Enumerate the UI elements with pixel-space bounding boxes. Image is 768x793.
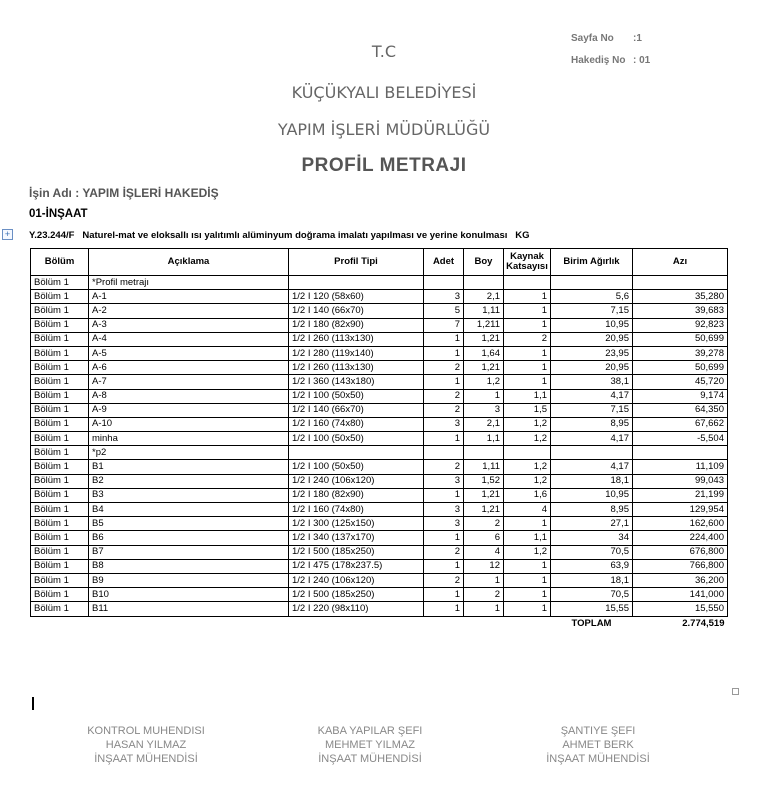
cell-bolum[interactable]: Bölüm 1: [31, 531, 89, 545]
hakedis-number-value: : 01: [633, 55, 651, 66]
table-row: [31, 403, 728, 417]
cell-azi[interactable]: 141,000: [633, 588, 728, 602]
col-header-profil-tipi: Profil Tipi: [289, 249, 424, 276]
cell-adet[interactable]: 1: [424, 375, 464, 389]
cell-adet[interactable]: 2: [424, 573, 464, 587]
cell-kaynak-katsayisi[interactable]: 1,1: [504, 389, 551, 403]
cell-bolum[interactable]: Bölüm 1: [31, 503, 89, 517]
cell-adet[interactable]: 1: [424, 588, 464, 602]
cell-profil-tipi[interactable]: 1/2 I 180 (82x90): [289, 488, 424, 502]
cell-azi[interactable]: 67,662: [633, 417, 728, 431]
cell-boy[interactable]: 1,2: [464, 375, 504, 389]
table-resize-handle-icon[interactable]: [732, 688, 739, 695]
cell-aciklama[interactable]: A-7: [89, 375, 289, 389]
table-move-handle-icon[interactable]: +: [2, 229, 13, 240]
cell-birim-agirlik[interactable]: 18,1: [551, 573, 633, 587]
cell-adet[interactable]: 3: [424, 474, 464, 488]
signature-role: İNŞAAT MÜHENDİSİ: [94, 753, 198, 765]
cell-boy[interactable]: 1,11: [464, 304, 504, 318]
cell-boy[interactable]: 1: [464, 389, 504, 403]
cell-profil-tipi[interactable]: 1/2 I 100 (50x50): [289, 389, 424, 403]
col-header-boy: Boy: [464, 249, 504, 276]
cell-aciklama[interactable]: B4: [89, 503, 289, 517]
cell-boy[interactable]: 1,64: [464, 346, 504, 360]
cell-azi[interactable]: [633, 276, 728, 290]
cell-azi[interactable]: 224,400: [633, 531, 728, 545]
cell-aciklama[interactable]: A-2: [89, 304, 289, 318]
cell-kaynak-katsayisi[interactable]: 1: [504, 346, 551, 360]
cell-birim-agirlik[interactable]: 5,6: [551, 290, 633, 304]
cell-aciklama[interactable]: A-1: [89, 290, 289, 304]
cell-aciklama[interactable]: B3: [89, 488, 289, 502]
cell-birim-agirlik[interactable]: 63,9: [551, 559, 633, 573]
table-row: [31, 531, 728, 545]
cell-bolum[interactable]: Bölüm 1: [31, 276, 89, 290]
cell-bolum[interactable]: Bölüm 1: [31, 573, 89, 587]
cell-azi[interactable]: 99,043: [633, 474, 728, 488]
item-description: Naturel-mat ve eloksallı ısı yalıtımlı alüminyum doğrama imalatı yapılması ve yerine konulması: [82, 230, 508, 241]
cell-adet[interactable]: 5: [424, 304, 464, 318]
cell-aciklama[interactable]: B11: [89, 602, 289, 616]
cell-birim-agirlik[interactable]: 70,5: [551, 588, 633, 602]
cell-bolum[interactable]: Bölüm 1: [31, 318, 89, 332]
cell-boy[interactable]: [464, 276, 504, 290]
cell-aciklama[interactable]: B6: [89, 531, 289, 545]
cell-aciklama[interactable]: B10: [89, 588, 289, 602]
cell-profil-tipi[interactable]: 1/2 I 260 (113x130): [289, 361, 424, 375]
cell-boy[interactable]: 1,52: [464, 474, 504, 488]
cell-birim-agirlik[interactable]: 20,95: [551, 361, 633, 375]
item-line: [29, 230, 530, 241]
table-row: [31, 276, 728, 290]
cell-adet[interactable]: 7: [424, 318, 464, 332]
table-row: [31, 573, 728, 587]
cell-azi[interactable]: 64,350: [633, 403, 728, 417]
cell-kaynak-katsayisi[interactable]: [504, 446, 551, 460]
cell-kaynak-katsayisi[interactable]: [504, 276, 551, 290]
cell-adet[interactable]: 1: [424, 432, 464, 446]
total-row: [31, 616, 728, 631]
cell-aciklama[interactable]: A-6: [89, 361, 289, 375]
cell-profil-tipi[interactable]: 1/2 I 360 (143x180): [289, 375, 424, 389]
cell-azi[interactable]: -5,504: [633, 432, 728, 446]
cell-profil-tipi[interactable]: 1/2 I 300 (125x150): [289, 517, 424, 531]
cell-adet[interactable]: [424, 446, 464, 460]
cell-boy[interactable]: 6: [464, 531, 504, 545]
cell-kaynak-katsayisi[interactable]: 1,1: [504, 531, 551, 545]
cell-azi[interactable]: 92,823: [633, 318, 728, 332]
cell-birim-agirlik[interactable]: [551, 276, 633, 290]
cell-kaynak-katsayisi[interactable]: 1,2: [504, 432, 551, 446]
cell-profil-tipi[interactable]: 1/2 I 500 (185x250): [289, 588, 424, 602]
cell-profil-tipi[interactable]: 1/2 I 120 (58x60): [289, 290, 424, 304]
cell-bolum[interactable]: Bölüm 1: [31, 304, 89, 318]
cell-adet[interactable]: [424, 276, 464, 290]
cell-kaynak-katsayisi[interactable]: 1: [504, 318, 551, 332]
cell-kaynak-katsayisi[interactable]: 1: [504, 517, 551, 531]
cell-aciklama[interactable]: B9: [89, 573, 289, 587]
cell-aciklama[interactable]: A-9: [89, 403, 289, 417]
cell-adet[interactable]: 3: [424, 517, 464, 531]
cell-boy[interactable]: [464, 446, 504, 460]
cell-profil-tipi[interactable]: 1/2 I 100 (50x50): [289, 432, 424, 446]
cell-kaynak-katsayisi[interactable]: 1: [504, 375, 551, 389]
cell-aciklama[interactable]: minha: [89, 432, 289, 446]
cell-birim-agirlik[interactable]: 8,95: [551, 417, 633, 431]
cell-boy[interactable]: 12: [464, 559, 504, 573]
cell-profil-tipi[interactable]: 1/2 I 240 (106x120): [289, 573, 424, 587]
cell-profil-tipi[interactable]: 1/2 I 180 (82x90): [289, 318, 424, 332]
cell-boy[interactable]: 1,1: [464, 432, 504, 446]
cell-birim-agirlik[interactable]: 7,15: [551, 403, 633, 417]
cell-azi[interactable]: 35,280: [633, 290, 728, 304]
cell-aciklama[interactable]: B7: [89, 545, 289, 559]
signature-title: KABA YAPILAR ŞEFI: [317, 725, 423, 737]
signature-block-3: [498, 724, 698, 766]
cell-birim-agirlik[interactable]: 15,55: [551, 602, 633, 616]
cell-boy[interactable]: 3: [464, 403, 504, 417]
signature-block-2: [270, 724, 470, 766]
cell-adet[interactable]: 1: [424, 559, 464, 573]
col-header-kaynak-katsayisi: Kaynak Katsayısı: [504, 249, 551, 276]
cell-bolum[interactable]: Bölüm 1: [31, 417, 89, 431]
cell-kaynak-katsayisi[interactable]: 1,2: [504, 474, 551, 488]
cell-kaynak-katsayisi[interactable]: 1,2: [504, 460, 551, 474]
cell-adet[interactable]: 2: [424, 403, 464, 417]
table-row: [31, 488, 728, 502]
cell-aciklama[interactable]: A-5: [89, 346, 289, 360]
table-row: [31, 474, 728, 488]
table-row: [31, 332, 728, 346]
job-name: İşin Adı : YAPIM İŞLERİ HAKEDİŞ: [29, 186, 219, 200]
cell-adet[interactable]: 3: [424, 503, 464, 517]
document-title: PROFİL METRAJI: [301, 155, 467, 176]
cell-birim-agirlik[interactable]: 23,95: [551, 346, 633, 360]
cell-boy[interactable]: 1: [464, 573, 504, 587]
cell-profil-tipi[interactable]: 1/2 I 100 (50x50): [289, 460, 424, 474]
table-row: [31, 559, 728, 573]
profile-metraj-table: [30, 248, 728, 631]
cell-bolum[interactable]: Bölüm 1: [31, 517, 89, 531]
signature-role: İNŞAAT MÜHENDİSİ: [546, 753, 650, 765]
cell-birim-agirlik[interactable]: [551, 446, 633, 460]
signature-role: İNŞAAT MÜHENDİSİ: [318, 753, 422, 765]
cell-adet[interactable]: 2: [424, 545, 464, 559]
cell-boy[interactable]: 2,1: [464, 417, 504, 431]
cell-adet[interactable]: 2: [424, 361, 464, 375]
cell-birim-agirlik[interactable]: 20,95: [551, 332, 633, 346]
cell-profil-tipi[interactable]: [289, 276, 424, 290]
cell-profil-tipi[interactable]: 1/2 I 260 (113x130): [289, 332, 424, 346]
cell-azi[interactable]: 45,720: [633, 375, 728, 389]
cell-profil-tipi[interactable]: 1/2 I 140 (66x70): [289, 304, 424, 318]
total-label: TOPLAM: [571, 617, 612, 629]
cell-birim-agirlik[interactable]: 70,5: [551, 545, 633, 559]
signature-name: HASAN YILMAZ: [105, 739, 187, 751]
cell-bolum[interactable]: Bölüm 1: [31, 460, 89, 474]
item-code: Y.23.244/F: [29, 230, 75, 241]
table-row: [31, 432, 728, 446]
cell-kaynak-katsayisi[interactable]: 1,6: [504, 488, 551, 502]
cell-bolum[interactable]: Bölüm 1: [31, 403, 89, 417]
signature-block-1: [46, 724, 246, 766]
cell-adet[interactable]: 1: [424, 602, 464, 616]
cell-profil-tipi[interactable]: 1/2 I 160 (74x80): [289, 417, 424, 431]
signature-name: MEHMET YILMAZ: [324, 739, 416, 751]
cell-birim-agirlik[interactable]: 4,17: [551, 389, 633, 403]
cell-azi[interactable]: 129,954: [633, 503, 728, 517]
cell-azi[interactable]: 21,199: [633, 488, 728, 502]
signature-name: AHMET BERK: [562, 739, 634, 751]
cell-azi[interactable]: 50,699: [633, 361, 728, 375]
cell-profil-tipi[interactable]: 1/2 I 500 (185x250): [289, 545, 424, 559]
cell-adet[interactable]: 1: [424, 531, 464, 545]
total-value: 2.774,519: [682, 617, 725, 629]
cell-birim-agirlik[interactable]: 4,17: [551, 460, 633, 474]
table-row: [31, 602, 728, 616]
cell-bolum[interactable]: Bölüm 1: [31, 332, 89, 346]
cell-aciklama[interactable]: B8: [89, 559, 289, 573]
cell-boy[interactable]: 1,21: [464, 488, 504, 502]
cell-adet[interactable]: 1: [424, 346, 464, 360]
cell-birim-agirlik[interactable]: 4,17: [551, 432, 633, 446]
cell-kaynak-katsayisi[interactable]: 1,2: [504, 417, 551, 431]
cell-bolum[interactable]: Bölüm 1: [31, 588, 89, 602]
cell-boy[interactable]: 1: [464, 602, 504, 616]
cell-azi[interactable]: [633, 446, 728, 460]
cell-kaynak-katsayisi[interactable]: 1: [504, 361, 551, 375]
cell-kaynak-katsayisi[interactable]: 1,5: [504, 403, 551, 417]
cell-birim-agirlik[interactable]: 34: [551, 531, 633, 545]
cell-birim-agirlik[interactable]: 10,95: [551, 488, 633, 502]
cell-kaynak-katsayisi[interactable]: 4: [504, 503, 551, 517]
item-unit: KG: [515, 230, 530, 241]
cell-kaynak-katsayisi[interactable]: 2: [504, 332, 551, 346]
cell-kaynak-katsayisi[interactable]: 1: [504, 602, 551, 616]
table-row: [31, 290, 728, 304]
cell-azi[interactable]: 15,550: [633, 602, 728, 616]
cell-azi[interactable]: 676,800: [633, 545, 728, 559]
cell-azi[interactable]: 50,699: [633, 332, 728, 346]
cell-profil-tipi[interactable]: 1/2 I 240 (106x120): [289, 474, 424, 488]
table-row: [31, 517, 728, 531]
cell-profil-tipi[interactable]: [289, 446, 424, 460]
text-cursor: [32, 697, 34, 710]
cell-kaynak-katsayisi[interactable]: 1: [504, 573, 551, 587]
table-row: [31, 346, 728, 360]
cell-adet[interactable]: 1: [424, 332, 464, 346]
col-header-azi: Azı: [633, 249, 728, 276]
cell-aciklama[interactable]: *Profil metrajı: [89, 276, 289, 290]
signature-title: ŞANTIYE ŞEFI: [560, 725, 636, 737]
cell-kaynak-katsayisi[interactable]: 1: [504, 304, 551, 318]
cell-azi[interactable]: 9,174: [633, 389, 728, 403]
cell-kaynak-katsayisi[interactable]: 1,2: [504, 545, 551, 559]
cell-adet[interactable]: 3: [424, 290, 464, 304]
cell-bolum[interactable]: Bölüm 1: [31, 559, 89, 573]
cell-boy[interactable]: 1,211: [464, 318, 504, 332]
table-row: [31, 375, 728, 389]
cell-aciklama[interactable]: A-8: [89, 389, 289, 403]
cell-aciklama[interactable]: *p2: [89, 446, 289, 460]
table-row: [31, 389, 728, 403]
cell-profil-tipi[interactable]: 1/2 I 140 (66x70): [289, 403, 424, 417]
page-number-label: Sayfa No: [571, 33, 614, 44]
cell-profil-tipi[interactable]: 1/2 I 475 (178x237.5): [289, 559, 424, 573]
col-header-adet: Adet: [424, 249, 464, 276]
cell-azi[interactable]: 39,683: [633, 304, 728, 318]
cell-boy[interactable]: 2: [464, 588, 504, 602]
cell-bolum[interactable]: Bölüm 1: [31, 488, 89, 502]
cell-boy[interactable]: 2: [464, 517, 504, 531]
table-row: [31, 318, 728, 332]
cell-azi[interactable]: 766,800: [633, 559, 728, 573]
cell-kaynak-katsayisi[interactable]: 1: [504, 559, 551, 573]
page-number-value: :1: [633, 33, 642, 44]
col-header-bolum: Bölüm: [31, 249, 89, 276]
cell-profil-tipi[interactable]: 1/2 I 280 (119x140): [289, 346, 424, 360]
cell-azi[interactable]: 162,600: [633, 517, 728, 531]
cell-bolum[interactable]: Bölüm 1: [31, 346, 89, 360]
hakedis-number-label: Hakediş No: [571, 55, 626, 66]
cell-adet[interactable]: 2: [424, 389, 464, 403]
cell-birim-agirlik[interactable]: 10,95: [551, 318, 633, 332]
table-row: [31, 361, 728, 375]
table-header-row: [31, 249, 728, 276]
table-row: [31, 446, 728, 460]
cell-birim-agirlik[interactable]: 18,1: [551, 474, 633, 488]
table-row: [31, 545, 728, 559]
cell-bolum[interactable]: Bölüm 1: [31, 389, 89, 403]
cell-adet[interactable]: 1: [424, 488, 464, 502]
cell-birim-agirlik[interactable]: 38,1: [551, 375, 633, 389]
table-row: [31, 460, 728, 474]
cell-boy[interactable]: 1,21: [464, 361, 504, 375]
cell-bolum[interactable]: Bölüm 1: [31, 545, 89, 559]
header-municipality: KÜÇÜKYALI BELEDİYESİ: [291, 83, 477, 102]
signature-title: KONTROL MUHENDISI: [87, 725, 205, 737]
cell-profil-tipi[interactable]: 1/2 I 340 (137x170): [289, 531, 424, 545]
table-row: [31, 304, 728, 318]
cell-birim-agirlik[interactable]: 7,15: [551, 304, 633, 318]
cell-boy[interactable]: 4: [464, 545, 504, 559]
cell-boy[interactable]: 1,11: [464, 460, 504, 474]
cell-azi[interactable]: 36,200: [633, 573, 728, 587]
cell-adet[interactable]: 3: [424, 417, 464, 431]
cell-profil-tipi[interactable]: 1/2 I 220 (98x110): [289, 602, 424, 616]
cell-aciklama[interactable]: B5: [89, 517, 289, 531]
cell-bolum[interactable]: Bölüm 1: [31, 375, 89, 389]
col-header-aciklama: Açıklama: [89, 249, 289, 276]
cell-profil-tipi[interactable]: 1/2 I 160 (74x80): [289, 503, 424, 517]
cell-bolum[interactable]: Bölüm 1: [31, 474, 89, 488]
header-department: YAPIM İŞLERİ MÜDÜRLÜĞÜ: [277, 120, 491, 139]
cell-aciklama[interactable]: A-3: [89, 318, 289, 332]
cell-azi[interactable]: 39,278: [633, 346, 728, 360]
cell-aciklama[interactable]: B2: [89, 474, 289, 488]
cell-kaynak-katsayisi[interactable]: 1: [504, 588, 551, 602]
header-tc: T.C: [371, 42, 397, 61]
cell-adet[interactable]: 2: [424, 460, 464, 474]
col-header-birim-agirlik: Birim Ağırlık: [551, 249, 633, 276]
cell-bolum[interactable]: Bölüm 1: [31, 446, 89, 460]
cell-boy[interactable]: 1,21: [464, 503, 504, 517]
cell-birim-agirlik[interactable]: 8,95: [551, 503, 633, 517]
cell-azi[interactable]: 11,109: [633, 460, 728, 474]
cell-aciklama[interactable]: A-10: [89, 417, 289, 431]
cell-bolum[interactable]: Bölüm 1: [31, 602, 89, 616]
section-title: 01-İNŞAAT: [29, 208, 88, 220]
cell-aciklama[interactable]: A-4: [89, 332, 289, 346]
cell-aciklama[interactable]: B1: [89, 460, 289, 474]
cell-boy[interactable]: 2,1: [464, 290, 504, 304]
cell-bolum[interactable]: Bölüm 1: [31, 290, 89, 304]
table-row: [31, 503, 728, 517]
cell-bolum[interactable]: Bölüm 1: [31, 361, 89, 375]
cell-boy[interactable]: 1,21: [464, 332, 504, 346]
cell-birim-agirlik[interactable]: 27,1: [551, 517, 633, 531]
cell-bolum[interactable]: Bölüm 1: [31, 432, 89, 446]
table-row: [31, 417, 728, 431]
table-row: [31, 588, 728, 602]
cell-kaynak-katsayisi[interactable]: 1: [504, 290, 551, 304]
